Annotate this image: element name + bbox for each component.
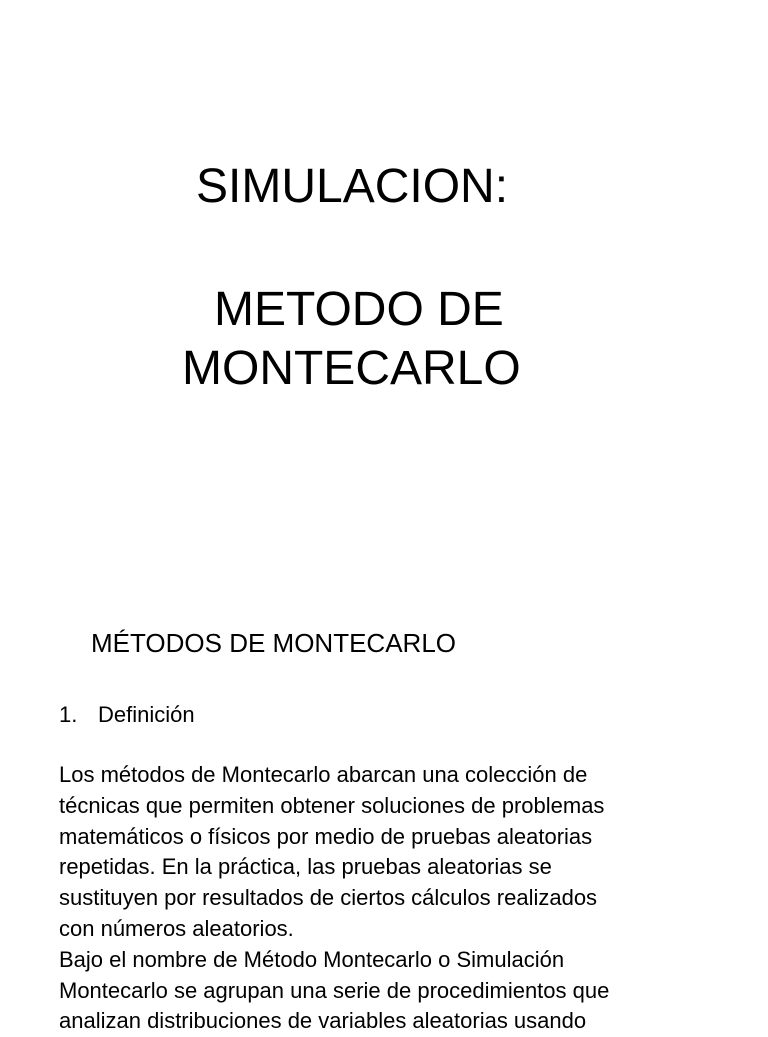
title-line-3: MONTECARLO (182, 342, 521, 395)
body-line: sustituyen por resultados de ciertos cálculos realizados (59, 885, 598, 911)
body-line: con números aleatorios. (59, 915, 294, 941)
body-line: Bajo el nombre de Método Montecarlo o Simulación (59, 946, 565, 972)
list-number: 1. (59, 702, 78, 727)
list-item-definition (59, 700, 195, 730)
section-heading: MÉTODOS DE MONTECARLO (91, 628, 457, 658)
title-line-1: SIMULACION: (196, 160, 509, 213)
body-line: matemáticos o físicos por medio de pruebas aleatorias (59, 823, 593, 849)
body-line: analizan distribuciones de variables aleatorias usando (59, 1008, 587, 1034)
body-line: técnicas que permiten obtener soluciones de problemas (59, 792, 605, 818)
body-text (59, 760, 759, 1037)
body-line: repetidas. En la práctica, las pruebas aleatorias se (59, 854, 552, 880)
body-line: Los métodos de Montecarlo abarcan una colección de (59, 762, 588, 787)
list-label: Definición (98, 702, 195, 727)
body-line: Montecarlo se agrupan una serie de procedimientos que (59, 977, 610, 1003)
title-line-2: METODO DE (214, 283, 504, 336)
